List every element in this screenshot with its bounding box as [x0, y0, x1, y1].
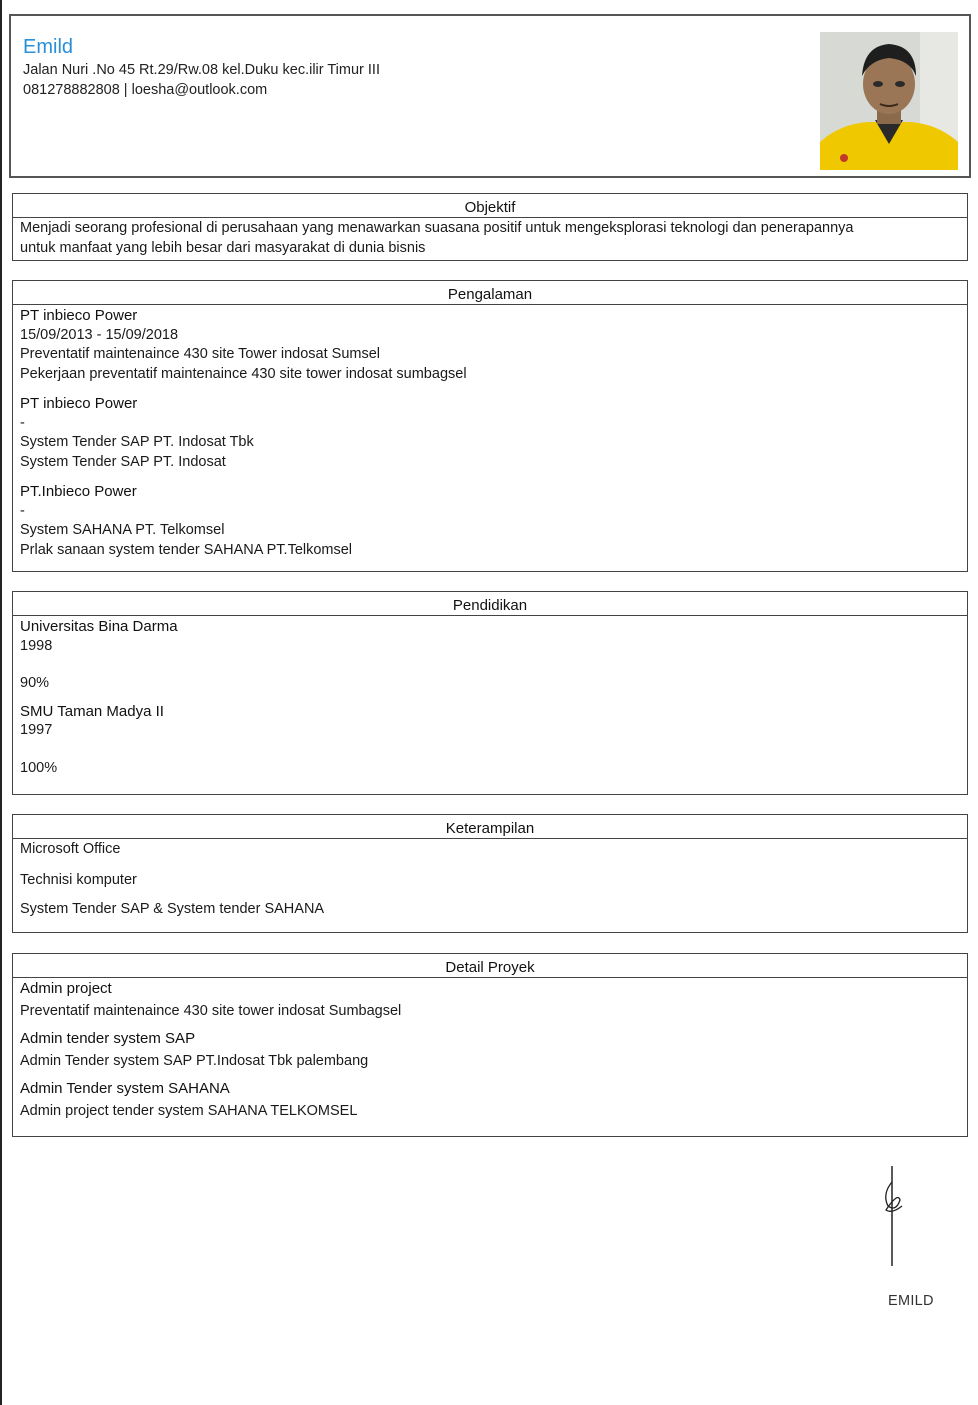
experience-desc: Pekerjaan preventatif maintenaince 430 site tower indosat sumbagsel	[20, 365, 467, 382]
section-title: Pengalaman	[13, 281, 967, 305]
person-photo-icon	[820, 32, 958, 170]
education-school: SMU Taman Madya II	[20, 702, 164, 720]
experience-role: Preventatif maintenaince 430 site Tower indosat Sumsel	[20, 346, 381, 362]
experience-company: PT inbieco Power	[20, 395, 138, 412]
experience-desc: Prlak sanaan system tender SAHANA PT.Telkomsel	[20, 541, 353, 558]
experience-company: PT inbieco Power	[20, 307, 138, 324]
experience-role: System SAHANA PT. Telkomsel	[20, 522, 225, 538]
signature-mark-icon	[878, 1162, 908, 1272]
profile-header	[9, 14, 971, 178]
section-keterampilan	[12, 814, 968, 933]
section-pengalaman	[12, 280, 968, 572]
experience-desc: System Tender SAP PT. Indosat	[20, 453, 226, 470]
experience-period: -	[20, 414, 25, 431]
applicant-name: Emild	[23, 36, 74, 58]
education-score: 100%	[20, 759, 58, 776]
section-objektif	[12, 193, 968, 261]
skill-item: System Tender SAP & System tender SAHANA	[20, 901, 325, 917]
page-edge	[0, 0, 2, 1405]
project-name: Admin Tender system SAHANA	[20, 1080, 230, 1097]
signature-name: EMILD	[888, 1293, 934, 1309]
project-name: Admin tender system SAP	[20, 1030, 196, 1047]
section-title: Objektif	[13, 194, 967, 218]
project-desc: Admin project tender system SAHANA TELKOMSEL	[20, 1102, 358, 1119]
education-year: 1997	[20, 722, 53, 738]
section-title: Pendidikan	[13, 592, 967, 616]
section-title: Detail Proyek	[13, 954, 967, 978]
education-school: Universitas Bina Darma	[20, 618, 178, 635]
profile-photo	[820, 32, 958, 170]
applicant-address: Jalan Nuri .No 45 Rt.29/Rw.08 kel.Duku kec.ilir Timur III	[23, 62, 380, 78]
objective-text-line: Menjadi seorang profesional di perusahaan yang menawarkan suasana positif untuk mengeksplorasi teknologi dan penerapannya	[20, 220, 854, 236]
section-detail-proyek	[12, 953, 968, 1137]
skill-item: Technisi komputer	[20, 871, 137, 888]
project-desc: Admin Tender system SAP PT.Indosat Tbk palembang	[20, 1052, 369, 1069]
objective-text-line: untuk manfaat yang lebih besar dari masyarakat di dunia bisnis	[20, 239, 426, 256]
education-score: 90%	[20, 675, 50, 691]
project-name: Admin project	[20, 980, 112, 997]
applicant-contact: 081278882808 | loesha@outlook.com	[23, 82, 268, 98]
skill-item: Microsoft Office	[20, 841, 121, 857]
section-title: Keterampilan	[13, 815, 967, 839]
experience-period: 15/09/2013 - 15/09/2018	[20, 326, 179, 343]
experience-role: System Tender SAP PT. Indosat Tbk	[20, 434, 254, 450]
experience-company: PT.Inbieco Power	[20, 483, 137, 500]
project-desc: Preventatif maintenaince 430 site tower indosat Sumbagsel	[20, 1002, 402, 1019]
experience-period: -	[20, 502, 25, 519]
education-year: 1998	[20, 637, 53, 654]
section-pendidikan	[12, 591, 968, 795]
